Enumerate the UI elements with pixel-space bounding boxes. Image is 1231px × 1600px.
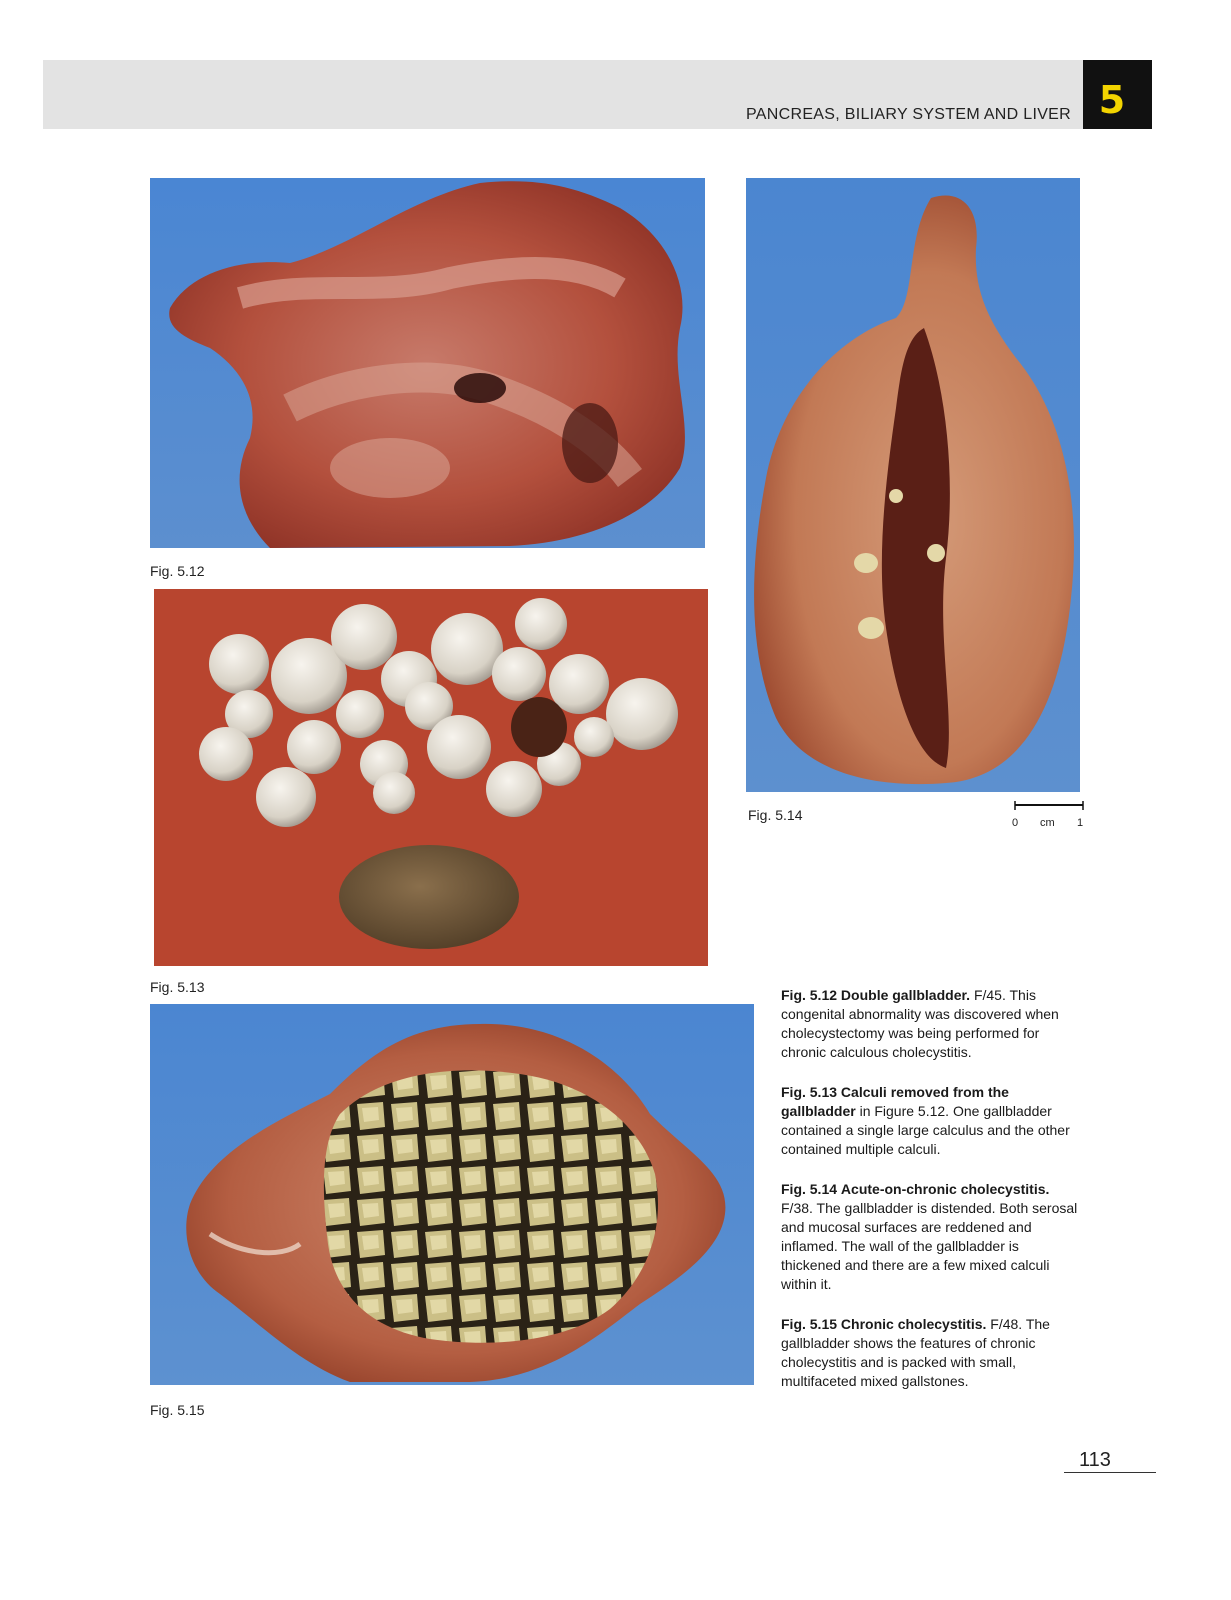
- fig-5-13-photo: [154, 589, 708, 966]
- caption-body: F/45. This congenital abnormality was discovered when cholecystectomy was being performed for chronic calculous cholecystitis.: [781, 987, 1059, 1060]
- fig-5-12-label: Fig. 5.12: [150, 563, 205, 579]
- scale-bar-graphic: [1012, 801, 1086, 815]
- caption-fig-number: Fig. 5.14: [781, 1181, 838, 1197]
- scale-bar-right: 1: [1077, 817, 1084, 829]
- scale-bar: [1012, 801, 1086, 831]
- scale-bar-left: 0: [1012, 817, 1019, 829]
- caption-title: Chronic cholecystitis.: [840, 1316, 987, 1332]
- chapter-number: 5: [1098, 78, 1126, 122]
- caption-fig-5-15: [781, 1315, 1081, 1391]
- figure-captions: [781, 986, 1081, 1412]
- fig-5-15-photo: [150, 1004, 754, 1385]
- caption-fig-5-13: [781, 1083, 1081, 1159]
- caption-body: F/48. The gallbladder shows the features of chronic cholecystitis and is packed with small, multifaceted mixed gallstones.: [781, 1316, 1050, 1389]
- caption-fig-5-14: [781, 1180, 1081, 1294]
- caption-body: in Figure 5.12. One gallbladder contained a single large calculus and the other contained multiple calculi.: [781, 1103, 1070, 1157]
- caption-title: Double gallbladder.: [840, 987, 971, 1003]
- page-number-rule: [1064, 1472, 1156, 1473]
- caption-fig-number: Fig. 5.12: [781, 987, 838, 1003]
- caption-body: F/38. The gallbladder is distended. Both serosal and mucosal surfaces are reddened and inflamed. The wall of the gallbladder is thickened and there are a few mixed calculi within it.: [781, 1200, 1078, 1292]
- fig-5-12-photo: [150, 178, 705, 548]
- caption-fig-number: Fig. 5.13: [781, 1084, 838, 1100]
- caption-title: Calculi removed from the gallbladder: [781, 1084, 1009, 1119]
- caption-title: Acute-on-chronic cholecystitis.: [840, 1181, 1050, 1197]
- fig-5-14-label: Fig. 5.14: [748, 807, 803, 823]
- chapter-tab: [1083, 60, 1152, 129]
- running-header-title: PANCREAS, BILIARY SYSTEM AND LIVER: [746, 106, 1071, 123]
- caption-fig-number: Fig. 5.15: [781, 1316, 838, 1332]
- caption-fig-5-12: [781, 986, 1081, 1062]
- fig-5-13-label: Fig. 5.13: [150, 979, 205, 995]
- fig-5-14-photo: [746, 178, 1080, 792]
- scale-bar-unit: cm: [1040, 817, 1055, 829]
- fig-5-15-label: Fig. 5.15: [150, 1402, 205, 1418]
- page-number: 113: [1079, 1449, 1111, 1471]
